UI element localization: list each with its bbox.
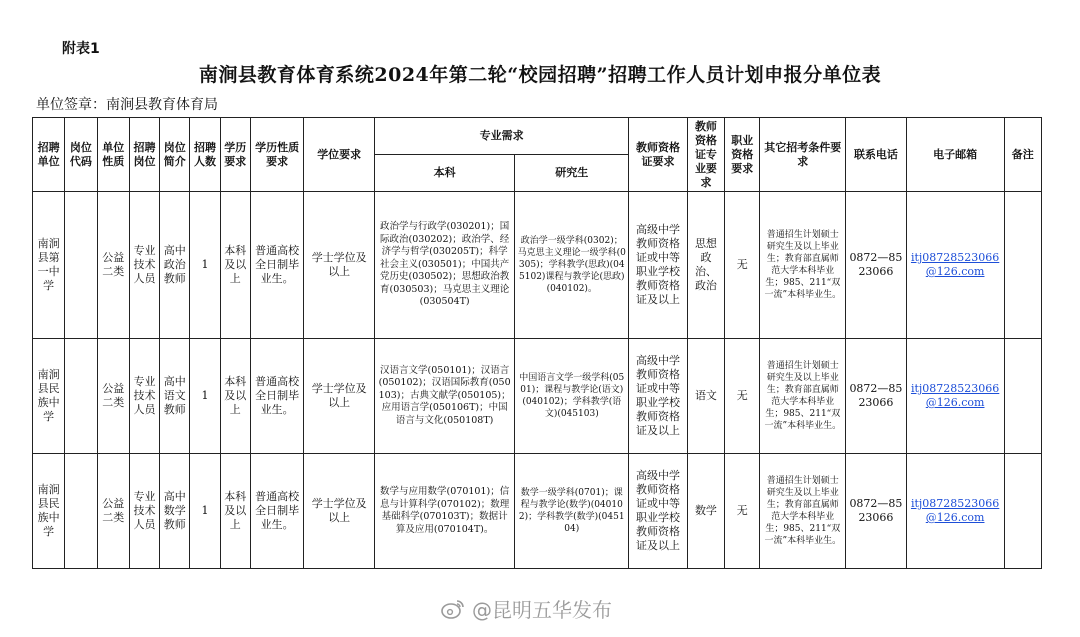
email-link[interactable]: itj08728523066@126.com [906, 192, 1004, 339]
cell-cert-subject: 数学 [687, 454, 724, 569]
page-title: 南涧县教育体育系统2024年第二轮“校园招聘”招聘工作人员计划申报分单位表 [198, 64, 882, 86]
col-email: 电子邮箱 [906, 118, 1004, 192]
header-row [33, 118, 1042, 155]
cell-post-desc: 高中政治教师 [160, 192, 190, 339]
cell-undergrad: 汉语言文学(050101)；汉语言(050102)；汉语国际教育(050103)；古典文献学(050105)；应用语言学(050106T)；中国语言与文化(050108T) [375, 339, 515, 454]
cell-count: 1 [190, 339, 220, 454]
cell-edu: 本科及以上 [220, 454, 250, 569]
col-edu: 学历要求 [220, 118, 250, 192]
cell-edu-type: 普通高校全日制毕业生。 [250, 192, 303, 339]
col-post-code: 岗位代码 [65, 118, 97, 192]
cell-unit: 南涧县民族中学 [33, 454, 65, 569]
cell-cert-subject: 语文 [687, 339, 724, 454]
col-major: 专业需求 [375, 118, 629, 155]
table-row [33, 454, 1042, 569]
cell-edu: 本科及以上 [220, 339, 250, 454]
annex-label: 附表1 [62, 41, 100, 57]
col-post: 招聘岗位 [129, 118, 159, 192]
cell-grad: 中国语言文学一级学科(0501)；课程与教学论(语文)(040102)；学科教学(语文)(045103) [515, 339, 629, 454]
cell-other: 普通招生计划硕士研究生及以上毕业生；教育部直属师范大学本科毕业生；985、211“双一流”本科毕业生。 [760, 339, 846, 454]
col-post-desc: 岗位简介 [160, 118, 190, 192]
cell-note [1004, 339, 1041, 454]
cell-other: 普通招生计划硕士研究生及以上毕业生；教育部直属师范大学本科毕业生；985、211“双一流”本科毕业生。 [760, 192, 846, 339]
col-undergrad: 本科 [375, 155, 515, 192]
cell-post-code [65, 339, 97, 454]
cell-other: 普通招生计划硕士研究生及以上毕业生；教育部直属师范大学本科毕业生；985、211“双一流”本科毕业生。 [760, 454, 846, 569]
col-note: 备注 [1004, 118, 1041, 192]
email-link[interactable]: itj08728523066@126.com [906, 454, 1004, 569]
cell-post: 专业技术人员 [129, 339, 159, 454]
cell-teacher-cert: 高级中学教师资格证或中等职业学校教师资格证及以上 [629, 339, 688, 454]
col-grad: 研究生 [515, 155, 629, 192]
watermark [440, 594, 612, 623]
cell-degree: 学士学位及以上 [304, 339, 375, 454]
cell-post-code [65, 192, 97, 339]
cell-unit-type: 公益二类 [97, 192, 129, 339]
col-other: 其它招考条件要求 [760, 118, 846, 192]
cell-unit: 南涧县第一中学 [33, 192, 65, 339]
cell-unit-type: 公益二类 [97, 339, 129, 454]
recruitment-table [32, 117, 1042, 569]
table-row [33, 339, 1042, 454]
col-unit: 招聘单位 [33, 118, 65, 192]
cell-unit-type: 公益二类 [97, 454, 129, 569]
col-count: 招聘人数 [190, 118, 220, 192]
cell-grad: 数学一级学科(0701)；课程与教学论(数学)(040102)；学科教学(数学)(045104) [515, 454, 629, 569]
cell-count: 1 [190, 454, 220, 569]
col-edu-type: 学历性质要求 [250, 118, 303, 192]
cell-post-desc: 高中语文教师 [160, 339, 190, 454]
watermark-text: @昆明五华发布 [472, 598, 612, 622]
col-job-cert: 职业资格要求 [725, 118, 760, 192]
weibo-icon [440, 598, 466, 620]
col-degree: 学位要求 [304, 118, 375, 192]
col-teacher-cert: 教师资格证要求 [629, 118, 688, 192]
cell-undergrad: 政治学与行政学(030201)；国际政治(030202)；政治学、经济学与哲学(030205T)；科学社会主义(030501)；中国共产党历史(030502)；思想政治教育(030503)；马克思主义理论(030504T) [375, 192, 515, 339]
cell-job-cert: 无 [725, 454, 760, 569]
col-unit-type: 单位性质 [97, 118, 129, 192]
cell-edu: 本科及以上 [220, 192, 250, 339]
cell-grad: 政治学一级学科(0302)；马克思主义理论一级学科(0305)；学科教学(思政)(045102)课程与教学论(思政)(040102)。 [515, 192, 629, 339]
cell-note [1004, 192, 1041, 339]
cell-cert-subject: 思想政治、政治 [687, 192, 724, 339]
cell-teacher-cert: 高级中学教师资格证或中等职业学校教师资格证及以上 [629, 454, 688, 569]
cell-phone: 0872—8523066 [846, 454, 907, 569]
cell-edu-type: 普通高校全日制毕业生。 [250, 339, 303, 454]
cell-post-desc: 高中数学教师 [160, 454, 190, 569]
email-link[interactable]: itj08728523066@126.com [906, 339, 1004, 454]
col-phone: 联系电话 [846, 118, 907, 192]
cell-note [1004, 454, 1041, 569]
cell-degree: 学士学位及以上 [304, 454, 375, 569]
col-cert-subject: 教师资格证专业要求 [687, 118, 724, 192]
cell-phone: 0872—8523066 [846, 192, 907, 339]
cell-job-cert: 无 [725, 339, 760, 454]
table-row [33, 192, 1042, 339]
unit-signature: 单位签章：南涧县教育体育局 [36, 97, 218, 113]
cell-teacher-cert: 高级中学教师资格证或中等职业学校教师资格证及以上 [629, 192, 688, 339]
cell-count: 1 [190, 192, 220, 339]
cell-edu-type: 普通高校全日制毕业生。 [250, 454, 303, 569]
cell-undergrad: 数学与应用数学(070101)；信息与计算科学(070102)；数理基础科学(070103T)；数据计算及应用(070104T)。 [375, 454, 515, 569]
cell-unit: 南涧县民族中学 [33, 339, 65, 454]
cell-post: 专业技术人员 [129, 192, 159, 339]
cell-phone: 0872—8523066 [846, 339, 907, 454]
cell-post: 专业技术人员 [129, 454, 159, 569]
cell-post-code [65, 454, 97, 569]
cell-degree: 学士学位及以上 [304, 192, 375, 339]
cell-job-cert: 无 [725, 192, 760, 339]
